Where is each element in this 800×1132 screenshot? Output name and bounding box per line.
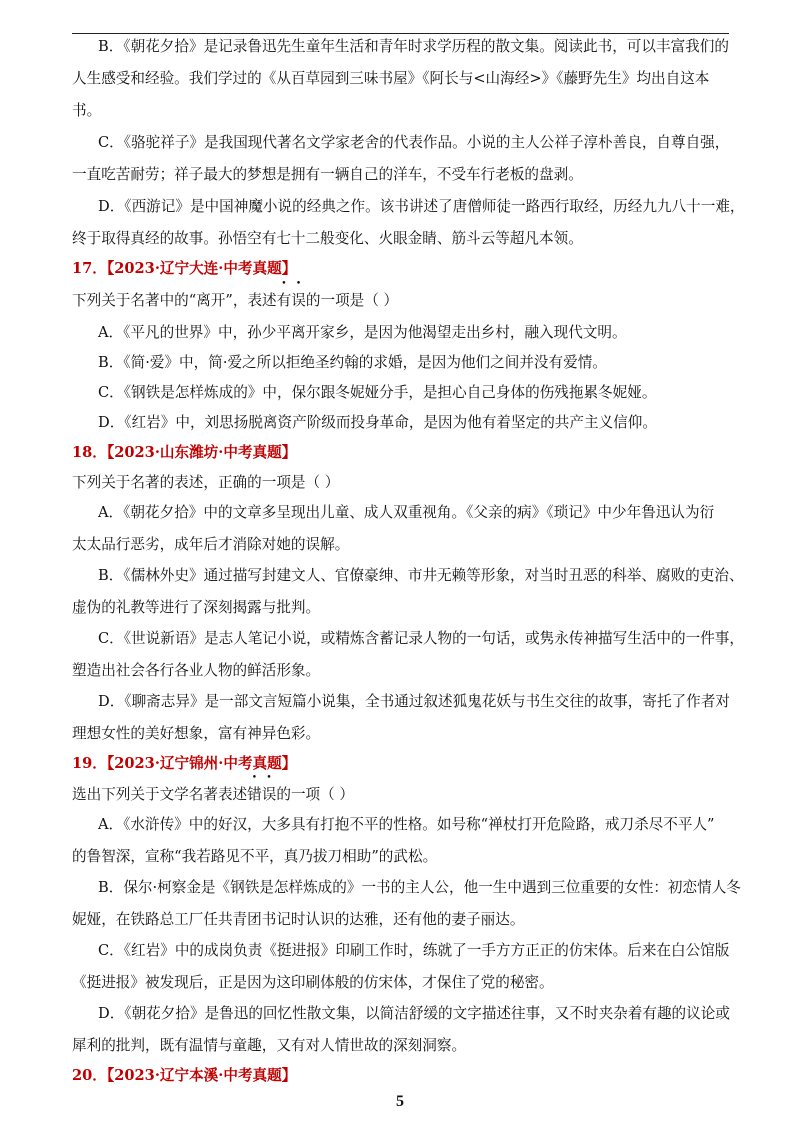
option-a-line1: A．《朝花夕拾》中的文章多呈现出儿童、成人双重视角。《父亲的病》《琐记》中少年鲁迅认为衍 xyxy=(98,504,715,521)
option-c-line1: C．《世说新语》是志人笔记小说，或精炼含蓄记录人物的一句话，或隽永传神描写生活中的一件事， xyxy=(98,630,744,647)
option-b-line1: B．《儒林外史》通过描写封建文人、官僚豪绅、市井无赖等形象，对当时丑恶的科举、腐败的吏治、 xyxy=(98,567,744,584)
emphasis-char: 有 xyxy=(276,292,292,309)
option-d-line1: D．《西游记》是中国神魔小说的经典之作。该书讲述了唐僧师徒一路西行取经，历经九九八十一难， xyxy=(98,198,745,215)
option-c-line1: C．《骆驼祥子》是我国现代著名文学家老舍的代表作品。小说的主人公祥子淳朴善良，自尊自强， xyxy=(98,134,730,151)
option-a-line2: 的鲁智深，宣称“我若路见不平，真乃拔刀相助”的武松。 xyxy=(72,848,438,865)
question-stem: 下列关于名著中的“离开”，表述有误的一项是（ ） xyxy=(72,292,399,309)
option-d: D．《红岩》中，刘思扬脱离资产阶级而投身革命，是因为他有着坚定的共产主义信仰。 xyxy=(98,414,657,431)
option-c-line2: 《挺进报》被发现后，正是因为这印刷体般的仿宋体，才保住了党的秘密。 xyxy=(72,974,554,991)
option-b-line2: 虚伪的礼教等进行了深刻揭露与批判。 xyxy=(72,599,321,616)
option-a: A．《平凡的世界》中，孙少平离开家乡，是因为他渴望走出乡村，融入现代文明。 xyxy=(98,324,627,341)
question-stem: 下列关于名著的表述，正确的一项是（ ） xyxy=(72,474,340,491)
option-c-line2: 一直吃苦耐劳；祥子最大的梦想是拥有一辆自己的洋车，不受车行老板的盘剥。 xyxy=(72,166,583,183)
option-d-line1: D．《聊斋志异》是一部文言短篇小说集，全书通过叙述狐鬼花妖与书生交往的故事，寄托了作者对 xyxy=(98,693,730,710)
page-number: 5 xyxy=(396,1093,404,1110)
header-rule xyxy=(72,33,729,34)
option-b-line3: 书。 xyxy=(72,102,102,119)
option-b-line2: 妮娅，在铁路总工厂任共青团书记时认识的达雅，还有他的妻子丽达。 xyxy=(72,911,525,928)
question-header: 17．【2023·辽宁大连·中考真题】 xyxy=(72,260,297,277)
option-c-line1: C．《红岩》中的成岗负责《挺进报》印刷工作时，练就了一手方方正正的仿宋体。后来在白公馆版 xyxy=(98,942,730,959)
question-header: 18．【2023·山东潍坊·中考真题】 xyxy=(72,444,297,461)
option-d-line2: 终于取得真经的故事。孙悟空有七十二般变化、火眼金睛、筋斗云等超凡本领。 xyxy=(72,230,583,247)
emphasis-char: 误 xyxy=(291,292,306,309)
emphasis-char: 误 xyxy=(261,786,277,803)
option-d-line1: D．《朝花夕拾》是鲁迅的回忆性散文集，以简洁舒缓的文字描述往事，又不时夹杂着有趣的议论或 xyxy=(98,1005,730,1022)
option-b-line1: B．《朝花夕拾》是记录鲁迅先生童年生活和青年时求学历程的散文集。阅读此书，可以丰富我们的 xyxy=(98,38,729,55)
question-stem: 选出下列关于文学名著表述错误的一项（ ） xyxy=(72,786,354,803)
option-c-line2: 塑造出社会各行各业人物的鲜活形象。 xyxy=(72,662,321,679)
option-d-line2: 犀利的批判，既有温情与童趣，又有对人情世故的深刻洞察。 xyxy=(72,1037,467,1054)
option-b: B．《简·爱》中，简·爱之所以拒绝圣约翰的求婚，是因为他们之间并没有爱情。 xyxy=(98,354,607,371)
option-b-line1: B．保尔·柯察金是《钢铁是怎样炼成的》一书的主人公，他一生中遇到三位重要的女性：初恋情人冬 xyxy=(98,879,741,896)
question-20-header: 20．【2023·辽宁本溪·中考真题】 xyxy=(72,1067,297,1084)
option-b-line2: 人生感受和经验。我们学过的《从百草园到三味书屋》《阿长与<山海经>》《藤野先生》均出自这本 xyxy=(72,70,710,87)
option-c: C．《钢铁是怎样炼成的》中，保尔跟冬妮娅分手，是担心自己身体的伤残拖累冬妮娅。 xyxy=(98,384,657,401)
option-a-line1: A．《水浒传》中的好汉，大多具有打抱不平的性格。如号称“禅杖打开危险路，戒刀杀尽不平人” xyxy=(98,816,715,833)
option-a-line2: 太太品行恶劣，成年后才消除对她的误解。 xyxy=(72,536,350,553)
emphasis-char: 错 xyxy=(247,786,262,803)
question-header: 19．【2023·辽宁锦州·中考真题】 xyxy=(72,755,297,772)
option-d-line2: 理想女性的美好想象，富有神异色彩。 xyxy=(72,725,321,742)
